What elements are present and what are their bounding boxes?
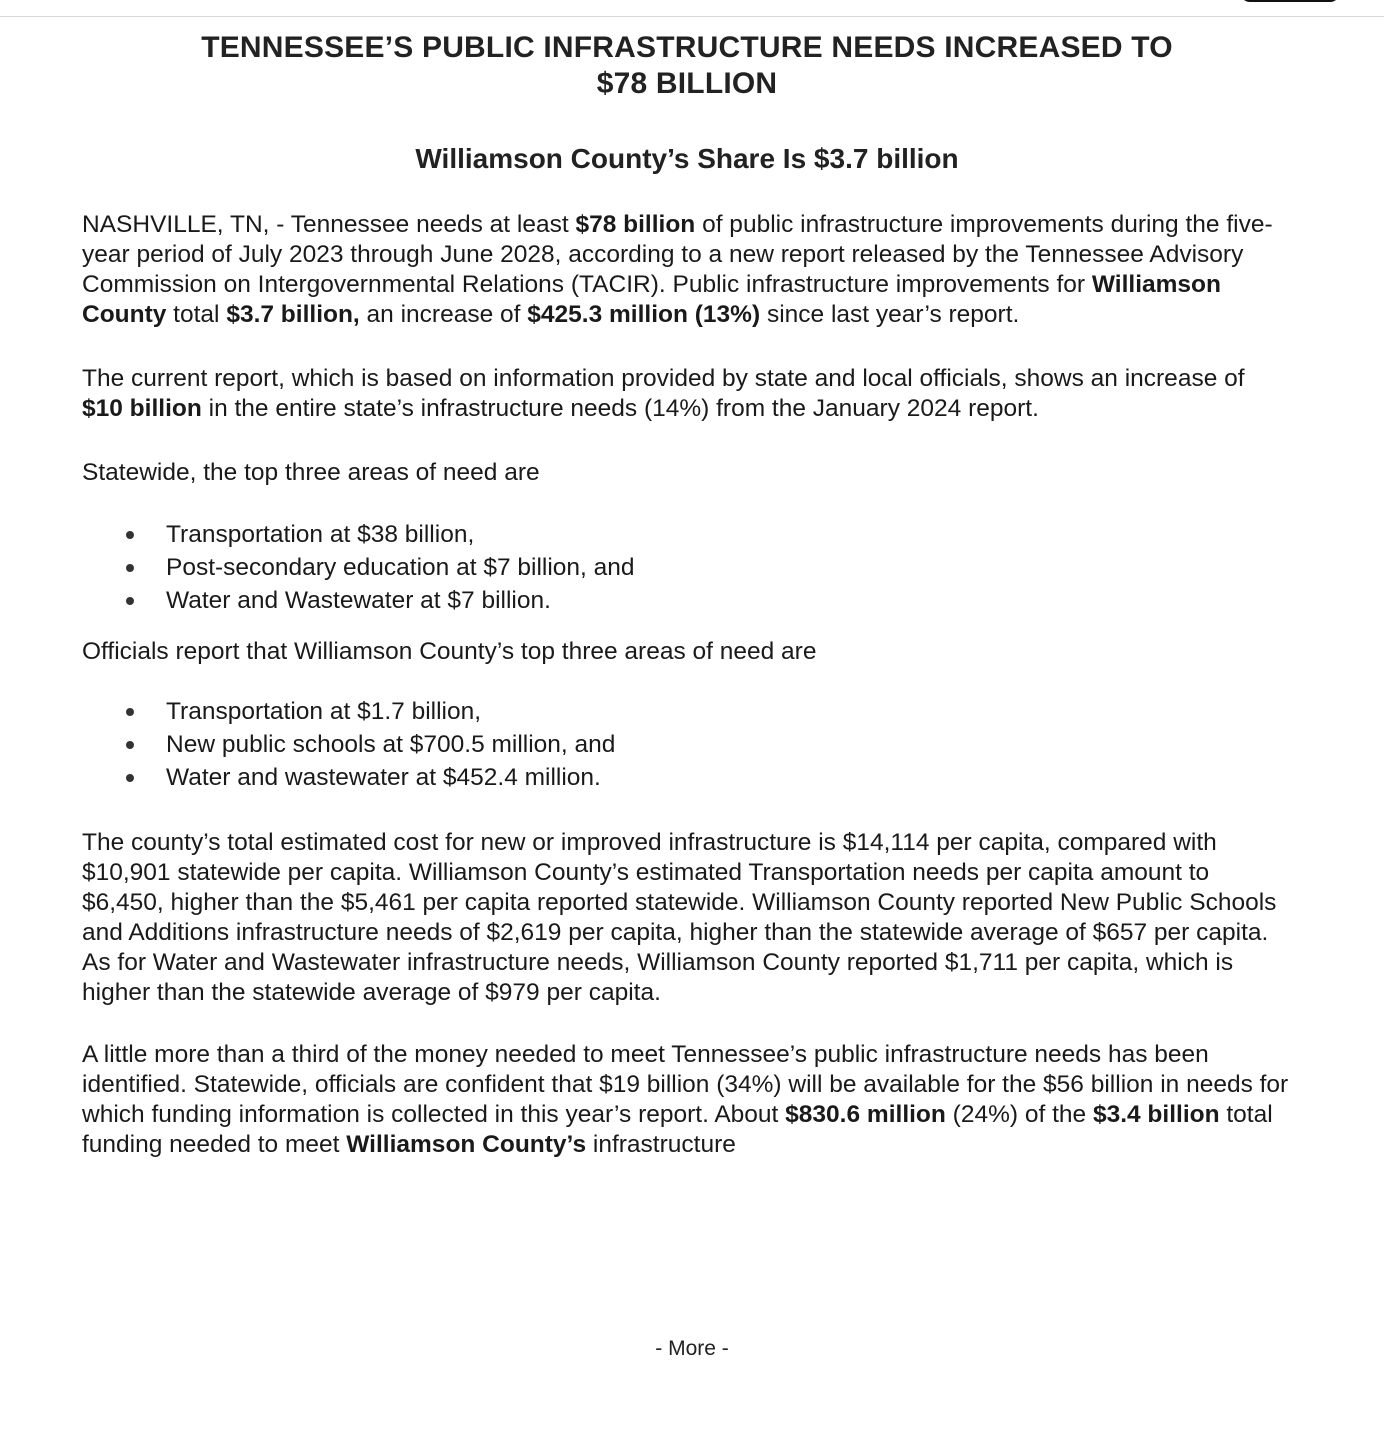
funding-paragraph: A little more than a third of the money needed to meet Tennessee’s public infrastructure needs has been identified. Statewide, officials are confident that $19 billion (34%) will be available for the $56 billion in needs for which funding information is collected in this year’s report. About $830.6 million (24%) of the $3.4 billion total funding needed to meet Williamson County’s infrastructure: [82, 1041, 1289, 1158]
county-needs-list: [82, 695, 1292, 794]
headline-line-1: TENNESSEE’S PUBLIC INFRASTRUCTURE NEEDS INCREASED TO: [201, 31, 1173, 64]
list-item: Water and wastewater at $452.4 million.: [82, 761, 1292, 794]
list-item: Water and Wastewater at $7 billion.: [82, 584, 1292, 617]
bullet-icon: [126, 564, 134, 572]
report-summary-paragraph: The current report, which is based on information provided by state and local officials, shows an increase of $10 billion in the entire state’s infrastructure needs (14%) from the January 2024 report.: [82, 365, 1245, 422]
bullet-icon: [126, 531, 134, 539]
window-corner-tab: [1240, 0, 1340, 2]
bullet-icon: [126, 741, 134, 749]
headline: [82, 30, 1292, 102]
more-indicator: - More -: [655, 1337, 729, 1360]
list-item: Post-secondary education at $7 billion, and: [82, 551, 1292, 584]
county-intro: Officials report that Williamson County’s top three areas of need are: [82, 638, 817, 665]
statewide-intro: Statewide, the top three areas of need are: [82, 459, 540, 486]
subheadline: Williamson County’s Share Is $3.7 billion: [415, 143, 959, 174]
statewide-needs-list: [82, 518, 1292, 617]
list-item: Transportation at $1.7 billion,: [82, 695, 1292, 728]
bullet-icon: [126, 708, 134, 716]
bullet-icon: [126, 774, 134, 782]
press-release: [82, 30, 1292, 1160]
bullet-icon: [126, 597, 134, 605]
top-rule: [0, 16, 1384, 17]
intro-paragraph: NASHVILLE, TN, - Tennessee needs at least $78 billion of public infrastructure improvements during the five-year period of July 2023 through June 2028, according to a new report released by the Tennessee Advisory Commission on Intergovernmental Relations (TACIR). Public infrastructure improvements for Williamson County total $3.7 billion, an increase of $425.3 million (13%) since last year’s report.: [82, 211, 1273, 328]
headline-line-2: $78 BILLION: [596, 67, 778, 100]
list-item: Transportation at $38 billion,: [82, 518, 1292, 551]
per-capita-paragraph: The county’s total estimated cost for new or improved infrastructure is $14,114 per capita, compared with $10,901 statewide per capita. Williamson County’s estimated Transportation needs per capita amount to $6,450, higher than the $5,461 per capita reported statewide. Williamson County reported New Public Schools and Additions infrastructure needs of $2,619 per capita, higher than the statewide average of $657 per capita. As for Water and Wastewater infrastructure needs, Williamson County reported $1,711 per capita, which is higher than the statewide average of $979 per capita.: [82, 829, 1277, 1006]
list-item: New public schools at $700.5 million, and: [82, 728, 1292, 761]
